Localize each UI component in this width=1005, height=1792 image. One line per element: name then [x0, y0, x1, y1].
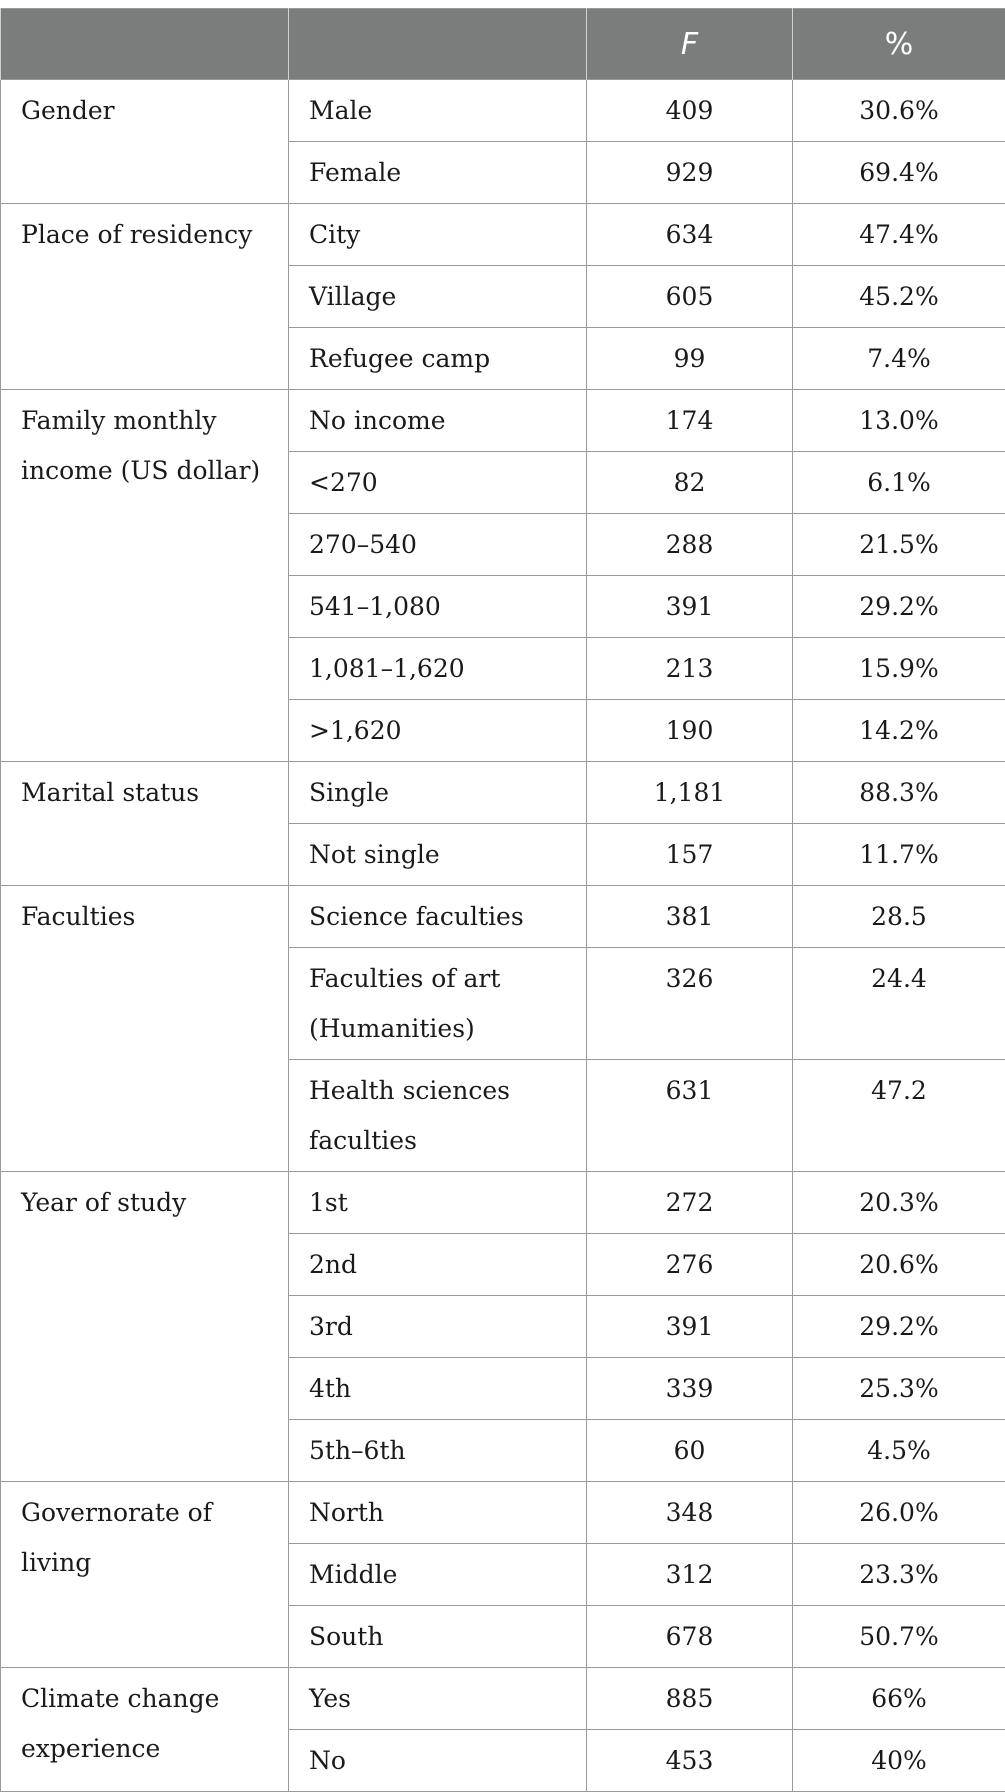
frequency-cell: 82: [587, 452, 793, 514]
table-row: [1, 886, 1005, 948]
percent-cell: 66%: [793, 1668, 1005, 1730]
percent-cell: 88.3%: [793, 762, 1005, 824]
percent-cell: 29.2%: [793, 1296, 1005, 1358]
percent-cell: 6.1%: [793, 452, 1005, 514]
header-group-column: [1, 9, 289, 80]
header-category-column: [289, 9, 587, 80]
group-label-cell: Family monthly income (US dollar): [1, 390, 289, 762]
category-cell: Male: [289, 80, 587, 142]
frequency-cell: 1,181: [587, 762, 793, 824]
table-header-row: [1, 9, 1005, 80]
group-label-cell: Faculties: [1, 886, 289, 1172]
header-frequency-column: F: [587, 9, 793, 80]
frequency-cell: 213: [587, 638, 793, 700]
table-row: [1, 762, 1005, 824]
category-cell: 1st: [289, 1172, 587, 1234]
category-cell: Yes: [289, 1668, 587, 1730]
percent-cell: 23.3%: [793, 1544, 1005, 1606]
category-cell: North: [289, 1482, 587, 1544]
table-row: [1, 204, 1005, 266]
demographics-table: [0, 8, 1005, 1792]
table-row: [1, 80, 1005, 142]
percent-cell: 69.4%: [793, 142, 1005, 204]
category-cell: Single: [289, 762, 587, 824]
category-cell: 270–540: [289, 514, 587, 576]
frequency-cell: 391: [587, 576, 793, 638]
percent-cell: 21.5%: [793, 514, 1005, 576]
group-label-cell: Gender: [1, 80, 289, 204]
group-label-cell: Marital status: [1, 762, 289, 886]
frequency-cell: 409: [587, 80, 793, 142]
percent-cell: 47.2: [793, 1060, 1005, 1172]
category-cell: Science faculties: [289, 886, 587, 948]
category-cell: 541–1,080: [289, 576, 587, 638]
category-cell: Not single: [289, 824, 587, 886]
category-cell: No: [289, 1730, 587, 1792]
demographics-table-container: [0, 8, 1005, 1792]
frequency-cell: 634: [587, 204, 793, 266]
header-percent-column: %: [793, 9, 1005, 80]
category-cell: Middle: [289, 1544, 587, 1606]
frequency-cell: 605: [587, 266, 793, 328]
percent-cell: 50.7%: [793, 1606, 1005, 1668]
table-body: [1, 80, 1005, 1792]
percent-cell: 28.5: [793, 886, 1005, 948]
percent-cell: 30.6%: [793, 80, 1005, 142]
group-label-cell: Governorate of living: [1, 1482, 289, 1668]
percent-cell: 7.4%: [793, 328, 1005, 390]
frequency-cell: 312: [587, 1544, 793, 1606]
table-row: [1, 390, 1005, 452]
percent-cell: 20.6%: [793, 1234, 1005, 1296]
category-cell: Faculties of art (Humanities): [289, 948, 587, 1060]
table-row: [1, 1172, 1005, 1234]
category-cell: >1,620: [289, 700, 587, 762]
percent-cell: 45.2%: [793, 266, 1005, 328]
frequency-cell: 929: [587, 142, 793, 204]
group-label-cell: Climate change experience: [1, 1668, 289, 1792]
category-cell: 3rd: [289, 1296, 587, 1358]
category-cell: 4th: [289, 1358, 587, 1420]
percent-cell: 26.0%: [793, 1482, 1005, 1544]
frequency-cell: 288: [587, 514, 793, 576]
frequency-cell: 60: [587, 1420, 793, 1482]
frequency-cell: 339: [587, 1358, 793, 1420]
category-cell: <270: [289, 452, 587, 514]
category-cell: Health sciences faculties: [289, 1060, 587, 1172]
percent-cell: 20.3%: [793, 1172, 1005, 1234]
category-cell: No income: [289, 390, 587, 452]
category-cell: Refugee camp: [289, 328, 587, 390]
category-cell: 2nd: [289, 1234, 587, 1296]
percent-cell: 47.4%: [793, 204, 1005, 266]
frequency-cell: 157: [587, 824, 793, 886]
percent-cell: 4.5%: [793, 1420, 1005, 1482]
percent-cell: 13.0%: [793, 390, 1005, 452]
category-cell: Female: [289, 142, 587, 204]
frequency-cell: 190: [587, 700, 793, 762]
frequency-cell: 272: [587, 1172, 793, 1234]
frequency-cell: 348: [587, 1482, 793, 1544]
table-row: [1, 1482, 1005, 1544]
frequency-cell: 453: [587, 1730, 793, 1792]
frequency-cell: 99: [587, 328, 793, 390]
percent-cell: 25.3%: [793, 1358, 1005, 1420]
frequency-cell: 885: [587, 1668, 793, 1730]
frequency-cell: 381: [587, 886, 793, 948]
category-cell: 5th–6th: [289, 1420, 587, 1482]
frequency-cell: 678: [587, 1606, 793, 1668]
table-row: [1, 1668, 1005, 1730]
percent-cell: 11.7%: [793, 824, 1005, 886]
category-cell: Village: [289, 266, 587, 328]
group-label-cell: Year of study: [1, 1172, 289, 1482]
frequency-cell: 174: [587, 390, 793, 452]
frequency-cell: 276: [587, 1234, 793, 1296]
percent-cell: 29.2%: [793, 576, 1005, 638]
frequency-cell: 631: [587, 1060, 793, 1172]
frequency-cell: 391: [587, 1296, 793, 1358]
percent-cell: 14.2%: [793, 700, 1005, 762]
frequency-cell: 326: [587, 948, 793, 1060]
percent-cell: 24.4: [793, 948, 1005, 1060]
category-cell: City: [289, 204, 587, 266]
percent-cell: 15.9%: [793, 638, 1005, 700]
category-cell: 1,081–1,620: [289, 638, 587, 700]
group-label-cell: Place of residency: [1, 204, 289, 390]
category-cell: South: [289, 1606, 587, 1668]
percent-cell: 40%: [793, 1730, 1005, 1792]
